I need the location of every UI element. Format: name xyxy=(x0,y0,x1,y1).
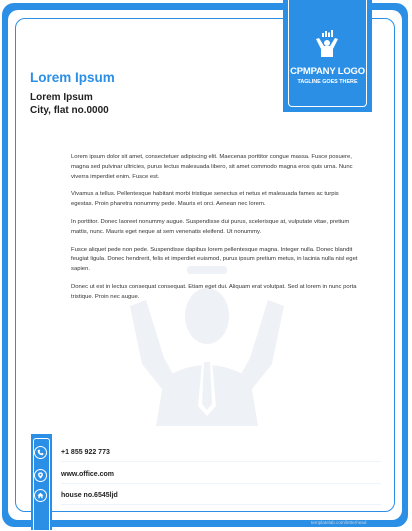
company-logo-icon xyxy=(312,30,342,60)
body-paragraph: Vivamus a tellus. Pellentesque habitant morbi tristique senectus et netus et malesuada fames ac turpis egestas. Proin pharetra nonummy pede. Mauris et orci. Aenean nec lorem. xyxy=(71,191,339,208)
body-paragraph: In porttitor. Donec laoreet nonummy augue. Suspendisse dui purus, scelerisque at, vulputate vitae, pretium mattis, nunc. Mauris eget neque at sem venenatis eleifend. Ut nonummy. xyxy=(71,218,350,235)
location-pin-icon xyxy=(34,469,47,482)
body-paragraph: Fusce aliquet pede non pede. Suspendisse dapibus lorem pellentesque magna. Integer nulla. Donec blandit feugiat ligula. Donec hendrerit, felis et imperdiet euismod, purus ipsum pretium metus, in lacinia nulla nisl eget sapien. xyxy=(71,246,358,273)
sender-address-line-1: Lorem Ipsum xyxy=(30,92,93,103)
letter-body xyxy=(71,153,358,311)
divider xyxy=(61,483,381,484)
sender-name: Lorem Ipsum xyxy=(30,70,115,85)
divider xyxy=(61,504,381,505)
contact-phone[interactable]: +1 855 922 773 xyxy=(61,449,110,456)
home-icon xyxy=(34,489,47,502)
sender-address-line-2: City, flat no.0000 xyxy=(30,105,109,116)
contact-address: house no.6545ljd xyxy=(61,492,118,499)
footer-credit: templatelab.com/letterhead xyxy=(311,520,367,525)
divider xyxy=(61,461,381,462)
company-tagline: TAGLINE GOES THERE xyxy=(297,79,358,85)
company-logo-name: CPMPANY LOGO xyxy=(290,66,365,77)
body-paragraph: Lorem ipsum dolor sit amet, consectetuer adipiscing elit. Maecenas porttitor congue massa. Fusce posuere, magna sed pulvinar ultricies, purus lectus malesuada libero, sit amet commodo magna eros quis urna. Nunc viverra imperdiet enim. Fusce est. xyxy=(71,154,353,180)
body-paragraph: Donec ut est in lectus consequat consequat. Etiam eget dui. Aliquam erat volutpat. Sed at lorem in nunc porta tristique. Proin nec augue. xyxy=(71,283,357,300)
contact-website[interactable]: www.office.com xyxy=(61,471,115,478)
phone-icon xyxy=(34,446,47,459)
